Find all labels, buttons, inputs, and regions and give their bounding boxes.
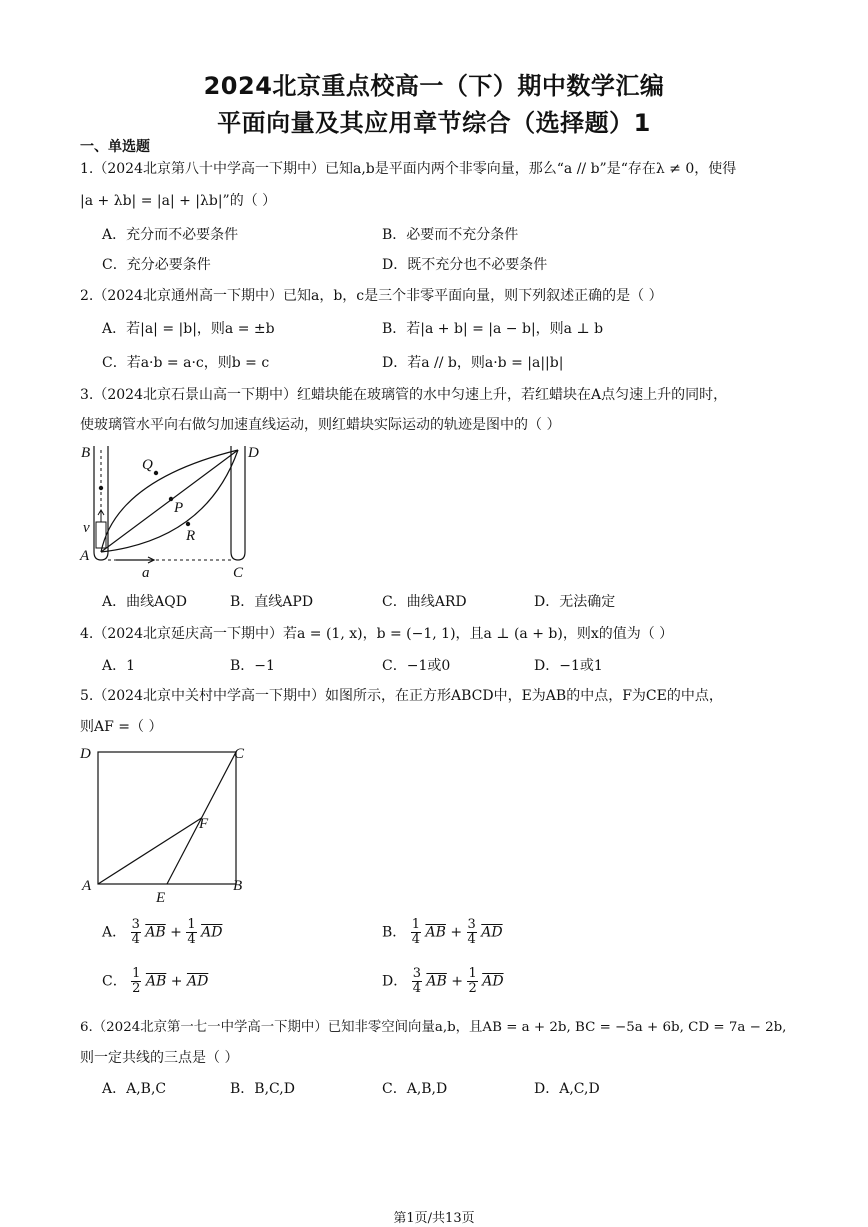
page-title: 2024北京重点校高一（下）期中数学汇编: [203, 72, 665, 100]
q6-stem-line2: 则一定共线的三点是（ ）: [80, 1050, 239, 1066]
q5-option-c-prefix: C．: [102, 973, 127, 990]
q5-option-d-frac1: $\frac{3}{4}$: [412, 966, 421, 996]
q3-option-a: A．曲线AQD: [102, 594, 187, 610]
square-abcd: [98, 752, 236, 884]
q2-stem: 2.（2024北京通州高一下期中）已知a，b，c是三个非零平面向量，则下列叙述正确的是（ ）: [80, 288, 663, 304]
q5-option-b: [382, 918, 503, 947]
page-subtitle: 平面向量及其应用章节综合（选择题）1: [217, 109, 651, 137]
q5-option-a-vec2: $\overline{AD}$: [201, 924, 223, 941]
point-q: [154, 471, 158, 475]
q4-option-b: B．−1: [230, 658, 275, 674]
wax-block: [96, 522, 106, 548]
q5-option-d: [382, 967, 504, 996]
q1-option-c: C．充分必要条件: [102, 257, 211, 273]
q2-option-b: B．若|a + b| = |a − b|，则a ⊥ b: [382, 321, 604, 337]
q5-option-b-vec2: $\overline{AD}$: [481, 924, 503, 941]
label-e: E: [156, 890, 166, 906]
label-a-point: A: [80, 548, 90, 564]
label-b: B: [81, 445, 91, 461]
q2-option-c: C．若a·b = a·c，则b = c: [102, 355, 270, 371]
q4-stem: 4.（2024北京延庆高一下期中）若a = (1, x)，b = (−1, 1)，且a ⊥ (a + b)，则x的值为（ ）: [80, 626, 674, 642]
q5-option-c-vec1: $\overline{AB}$: [145, 973, 167, 990]
q3-stem-line1: 3.（2024北京石景山高一下期中）红蜡块能在玻璃管的水中匀速上升，若红蜡块在A点匀速上升的同时，: [80, 387, 728, 403]
q5-option-d-vec2: $\overline{AD}$: [482, 973, 504, 990]
q5-option-d-op: +: [451, 973, 464, 990]
q1-option-d: D．既不充分也不必要条件: [382, 257, 548, 273]
label-b: B: [233, 878, 243, 894]
line-apd: [101, 450, 238, 552]
q5-option-b-prefix: B．: [382, 924, 407, 941]
q6-stem-line1: 6.（2024北京第一七一中学高一下期中）已知非零空间向量a,b，且AB = a + 2b, BC = −5a + 6b, CD = 7a − 2b,: [80, 1020, 787, 1035]
q5-option-c: [102, 967, 208, 996]
q5-stem-line1: 5.（2024北京中关村中学高一下期中）如图所示，在正方形ABCD中，E为AB的中点，F为CE的中点，: [80, 688, 723, 704]
q5-option-d-prefix: D．: [382, 973, 408, 990]
q5-option-a: [102, 918, 222, 947]
q5-option-d-frac2: $\frac{1}{2}$: [468, 966, 477, 996]
q5-option-d-vec1: $\overline{AB}$: [426, 973, 447, 990]
label-q: Q: [142, 457, 153, 473]
q1-stem-line2: |a + λb| = |a| + |λb|”的（ ）: [80, 193, 277, 209]
label-c: C: [233, 565, 244, 581]
q5-option-a-op: +: [170, 924, 182, 941]
label-c: C: [234, 746, 245, 762]
q1-option-a: A．充分而不必要条件: [102, 227, 239, 243]
q5-option-a-prefix: A．: [102, 924, 127, 941]
label-f: F: [199, 816, 209, 832]
q3-option-c: C．曲线ARD: [382, 594, 467, 610]
label-a: A: [82, 878, 92, 894]
q5-option-a-frac2: $\frac{1}{4}$: [187, 917, 196, 947]
q5-option-c-op: +: [170, 973, 183, 990]
q5-option-b-frac1: $\frac{1}{4}$: [411, 917, 421, 947]
q5-figure: [76, 740, 256, 906]
label-v: v: [83, 520, 90, 536]
q5-option-b-frac2: $\frac{3}{4}$: [467, 917, 476, 947]
q6-option-a: A．A,B,C: [102, 1081, 167, 1097]
q5-option-b-vec1: $\overline{AB}$: [425, 924, 446, 941]
q6-option-d: D．A,C,D: [534, 1081, 600, 1097]
q1-stem-line1: 1.（2024北京第八十中学高一下期中）已知a,b是平面内两个非零向量，那么“a // b”是“存在λ ≠ 0，使得: [80, 161, 737, 177]
q5-option-a-frac1: $\frac{3}{4}$: [131, 917, 140, 947]
label-r: R: [186, 528, 196, 544]
q3-figure: [76, 440, 276, 582]
label-p: P: [174, 500, 184, 516]
q5-option-b-op: +: [450, 924, 463, 941]
q6-option-c: C．A,B,D: [382, 1081, 448, 1097]
q6-option-b: B．B,C,D: [230, 1081, 295, 1097]
label-d: D: [248, 445, 259, 461]
q2-option-a: A．若|a| = |b|，则a = ±b: [102, 321, 275, 337]
q5-option-a-vec1: $\overline{AB}$: [145, 924, 166, 941]
q5-option-c-frac1: $\frac{1}{2}$: [132, 966, 141, 996]
q4-option-d: D．−1或1: [534, 658, 603, 674]
segment-af: [98, 818, 202, 884]
label-a-accel: a: [142, 565, 150, 581]
page-footer: 第1页/共13页: [393, 1211, 475, 1226]
q3-stem-line2: 使玻璃管水平向右做匀加速直线运动，则红蜡块实际运动的轨迹是图中的（ ）: [80, 417, 561, 433]
q5-stem-line2: 则AF =（ ）: [80, 719, 163, 735]
section-heading: 一、单选题: [80, 139, 150, 155]
q1-option-b: B．必要而不充分条件: [382, 227, 519, 243]
q3-option-b: B．直线APD: [230, 594, 314, 610]
tube-point: [99, 486, 103, 490]
q5-option-c-vec2: $\overline{AD}$: [186, 973, 209, 990]
label-d: D: [80, 746, 91, 762]
point-p: [169, 497, 173, 501]
q4-option-c: C．−1或0: [382, 658, 451, 674]
q3-option-d: D．无法确定: [534, 594, 616, 610]
point-r: [186, 522, 190, 526]
q2-option-d: D．若a // b，则a·b = |a||b|: [382, 355, 564, 371]
q4-option-a: A．1: [102, 658, 136, 674]
